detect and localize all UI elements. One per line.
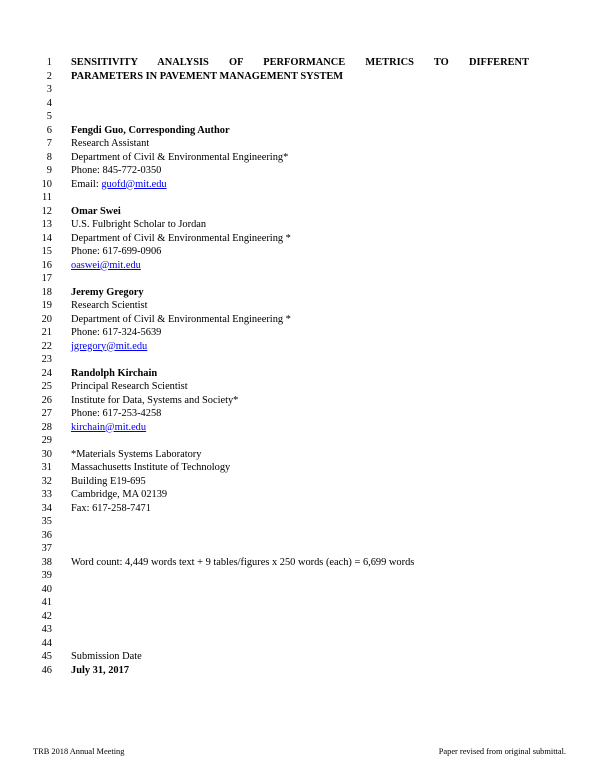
author-name: Fengdi Guo, Corresponding Author — [71, 124, 230, 136]
author-email-link[interactable]: oaswei@mit.edu — [71, 259, 141, 271]
footer-left: TRB 2018 Annual Meeting — [33, 747, 125, 756]
line-number: 30 — [41, 448, 52, 460]
line-number: 1 — [46, 57, 52, 68]
address-building: Building E19-695 — [71, 475, 146, 487]
line-number: 43 — [41, 624, 52, 635]
line-number: 14 — [41, 232, 52, 244]
line-number: 20 — [41, 313, 52, 325]
line-number: 10 — [41, 178, 52, 190]
author-affiliation: Institute for Data, Systems and Society* — [71, 394, 239, 406]
author-phone: Phone: 845-772-0350 — [71, 165, 162, 176]
line-number: 6 — [46, 124, 52, 136]
line-number: 32 — [41, 475, 52, 487]
author-phone: Phone: 617-253-4258 — [71, 408, 162, 419]
line-number: 46 — [41, 664, 52, 676]
author-name: Jeremy Gregory — [71, 286, 144, 298]
line-number: 44 — [41, 637, 52, 649]
author-affiliation: Department of Civil & Environmental Engineering* — [71, 151, 289, 163]
line-number: 18 — [41, 286, 52, 298]
line-number: 16 — [41, 259, 52, 271]
line-number: 21 — [41, 327, 52, 338]
line-number: 12 — [41, 205, 52, 217]
address-city: Cambridge, MA 02139 — [71, 489, 168, 500]
address-institute: Massachusetts Institute of Technology — [71, 462, 231, 473]
paper-title-line-1: SENSITIVITY ANALYSIS OF PERFORMANCE METRICS TO DIFFERENT — [71, 57, 529, 68]
line-number: 15 — [41, 246, 52, 257]
line-number: 19 — [41, 300, 52, 311]
address-fax: Fax: 617-258-7471 — [71, 502, 151, 514]
submission-label: Submission Date — [71, 651, 142, 662]
author-phone: Phone: 617-699-0906 — [71, 246, 162, 257]
author-email-link[interactable]: jgregory@mit.edu — [71, 340, 148, 352]
line-number: 35 — [41, 516, 52, 527]
line-number: 9 — [46, 165, 52, 176]
author-position: Research Assistant — [71, 138, 150, 149]
submission-date: July 31, 2017 — [71, 664, 130, 676]
author-email-line — [71, 178, 167, 191]
author-affiliation: Department of Civil & Environmental Engineering * — [71, 313, 291, 325]
line-number: 13 — [41, 219, 52, 230]
line-number: 4 — [46, 97, 52, 109]
author-email-link[interactable]: kirchain@mit.edu — [71, 421, 147, 433]
author-name: Omar Swei — [71, 205, 121, 217]
line-number: 24 — [41, 367, 52, 379]
footer-right: Paper revised from original submittal. — [438, 747, 566, 756]
line-number: 23 — [41, 354, 52, 365]
line-number: 29 — [41, 435, 52, 446]
paper-title-line-2: PARAMETERS IN PAVEMENT MANAGEMENT SYSTEM — [71, 70, 344, 82]
line-number: 31 — [41, 462, 52, 473]
line-number: 26 — [41, 394, 52, 406]
line-number: 5 — [46, 111, 52, 122]
line-number: 34 — [41, 502, 52, 514]
author-position: Research Scientist — [71, 300, 148, 311]
line-number: 25 — [41, 381, 52, 392]
line-number: 40 — [41, 583, 52, 595]
line-number: 36 — [41, 529, 52, 541]
line-number: 11 — [41, 192, 52, 203]
line-number: 22 — [41, 340, 52, 352]
author-phone: Phone: 617-324-5639 — [71, 327, 162, 338]
line-number: 8 — [46, 151, 52, 163]
line-number: 27 — [41, 408, 52, 419]
line-number: 7 — [46, 138, 52, 149]
line-number: 39 — [41, 570, 52, 581]
email-label: Email: — [71, 178, 102, 190]
line-number: 17 — [41, 273, 52, 284]
address-lab: *Materials Systems Laboratory — [71, 448, 202, 460]
author-affiliation: Department of Civil & Environmental Engineering * — [71, 232, 291, 244]
word-count: Word count: 4,449 words text + 9 tables/figures x 250 words (each) = 6,699 words — [71, 556, 415, 568]
author-position: U.S. Fulbright Scholar to Jordan — [71, 219, 207, 230]
author-position: Principal Research Scientist — [71, 381, 188, 392]
line-number: 38 — [41, 556, 52, 568]
line-number: 3 — [46, 84, 52, 95]
line-number: 42 — [41, 610, 52, 622]
line-number: 37 — [41, 543, 52, 554]
line-number: 33 — [41, 489, 52, 500]
line-number: 41 — [41, 597, 52, 608]
line-number: 2 — [46, 70, 52, 82]
author-email-link[interactable]: guofd@mit.edu — [101, 178, 167, 190]
line-number: 28 — [41, 421, 52, 433]
author-name: Randolph Kirchain — [71, 367, 158, 379]
line-number: 45 — [41, 651, 52, 662]
